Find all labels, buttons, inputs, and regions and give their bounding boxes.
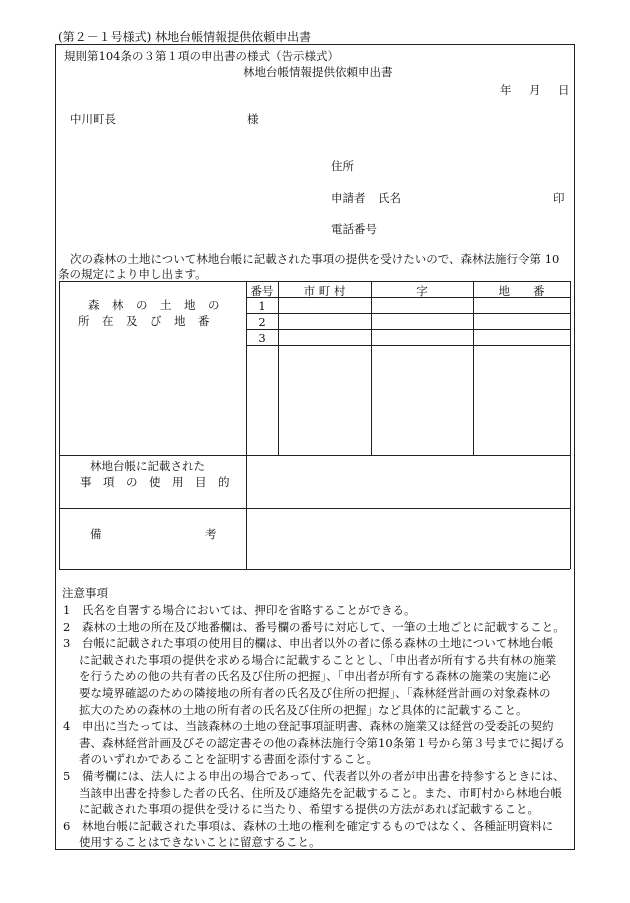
note-3-line-3	[63, 668, 573, 685]
notes-title: 注意事項	[62, 586, 108, 600]
note-number: 4	[63, 719, 71, 734]
note-text: 林地台帳に記載された事項は、森林の土地の権利を確定するものではなく、各種証明資料に	[82, 818, 554, 833]
location-label-line1: 森 林 の 土 地 の	[88, 298, 220, 312]
note-6-line-2	[63, 834, 573, 851]
note-5-line-3	[63, 801, 573, 818]
note-text: 台帳に記載された事項の使用目的欄は、申出者以外の者に係る森林の土地について林地台帳	[82, 636, 554, 651]
date-year-label: 年	[500, 83, 512, 97]
addressee-name: 中川町長	[70, 112, 116, 126]
note-text: 使用することはできないことに留意すること。	[79, 835, 321, 850]
note-5-line-2	[63, 785, 573, 802]
note-number: 1	[63, 603, 71, 617]
note-text: 要な境界確認のための隣接地の所有者の氏名及び住所の把握」、「森林経営計画の対象森林の	[79, 686, 551, 700]
note-number: 5	[63, 769, 71, 783]
note-4-line-1	[63, 718, 573, 735]
seal-mark: 印	[553, 191, 565, 205]
note-text: 者のいずれかであることを証明する書面を添付すること。	[79, 752, 378, 767]
note-text: 森林の土地の所在及び地番欄は、番号欄の番号に対応して、一筆の土地ごとに記載すること。	[82, 619, 565, 634]
header-lot-number: 地 番	[498, 284, 545, 298]
phone-label: 電話番号	[331, 222, 377, 236]
note-1-line-1	[63, 602, 573, 619]
request-text-line2: 条の規定により申し出ます。	[58, 267, 207, 281]
row-number-2: 2	[258, 315, 266, 329]
applicant-label: 申請者	[331, 191, 366, 205]
note-text: 書、森林経営計画及びその認定書その他の森林法施行令第10条第１号から第３号までに掲げる	[79, 735, 566, 750]
note-text: 氏名を自署する場合においては、押印を省略することができる。	[82, 603, 416, 617]
note-4-line-3	[63, 751, 573, 768]
name-label: 氏名	[378, 191, 401, 205]
note-3-line-5	[63, 702, 573, 719]
form-title-line: 規則第104条の３第１項の申出書の様式（告示様式）	[64, 49, 339, 63]
note-number: 6	[63, 818, 71, 833]
note-2-line-1	[63, 619, 573, 636]
row-number-3: 3	[258, 331, 266, 345]
note-text: 備考欄には、法人による申出の場合であって、代表者以外の者が申出書を持参するときには、	[82, 769, 565, 783]
remarks-label-right: 考	[205, 527, 217, 541]
header-number: 番号	[250, 284, 274, 298]
purpose-label-line1: 林地台帳に記載された	[90, 459, 205, 473]
date-day-label: 日	[558, 83, 570, 97]
note-text: を行うための他の共有者の氏名及び住所の把握」、「申出者が所有する森林の施業の実施に必	[79, 669, 551, 684]
location-label-line2: 所 在 及 び 地 番	[78, 314, 210, 328]
note-4-line-2	[63, 735, 573, 752]
note-5-line-1	[63, 768, 573, 785]
addressee-honorific: 様	[247, 112, 259, 126]
note-text: に記載された事項の提供を受けるに当たり、希望する提供の方法があれば記載すること。	[79, 802, 539, 817]
note-text: 申出に当たっては、当該森林の土地の登記事項証明書、森林の施業又は経営の受委託の契約	[82, 719, 554, 734]
address-label: 住所	[331, 159, 354, 173]
header-aza: 字	[416, 284, 428, 298]
note-3-line-1	[63, 635, 573, 652]
row-number-1: 1	[258, 299, 266, 313]
form-number-header: (第２－１号様式) 林地台帳情報提供依頼申出書	[58, 30, 312, 44]
purpose-label-line2: 事 項 の 使 用 目 的	[80, 475, 230, 489]
request-text-line1: 次の森林の土地について林地台帳に記載された事項の提供を受けたいので、森林法施行令第 10	[70, 252, 560, 266]
note-3-line-2	[63, 652, 573, 669]
header-municipality: 市 町 村	[303, 284, 346, 298]
note-text: 拡大のための森林の土地の所有者の氏名及び住所の把握」など具体的に記載すること。	[79, 702, 528, 717]
remarks-label-left: 備	[90, 527, 102, 541]
document-title: 林地台帳情報提供依頼申出書	[243, 65, 393, 79]
note-6-line-1	[63, 818, 573, 835]
date-month-label: 月	[529, 83, 541, 97]
note-number: 3	[63, 636, 71, 651]
note-number: 2	[63, 619, 71, 634]
note-text: に記載された事項の提供を求める場合に記載することとし、「申出者が所有する共有林の施業	[79, 652, 557, 667]
note-3-line-4	[63, 685, 573, 702]
note-text: 当該申出書を持参した者の氏名、住所及び連絡先を記載すること。また、市町村から林地台帳	[79, 785, 562, 800]
